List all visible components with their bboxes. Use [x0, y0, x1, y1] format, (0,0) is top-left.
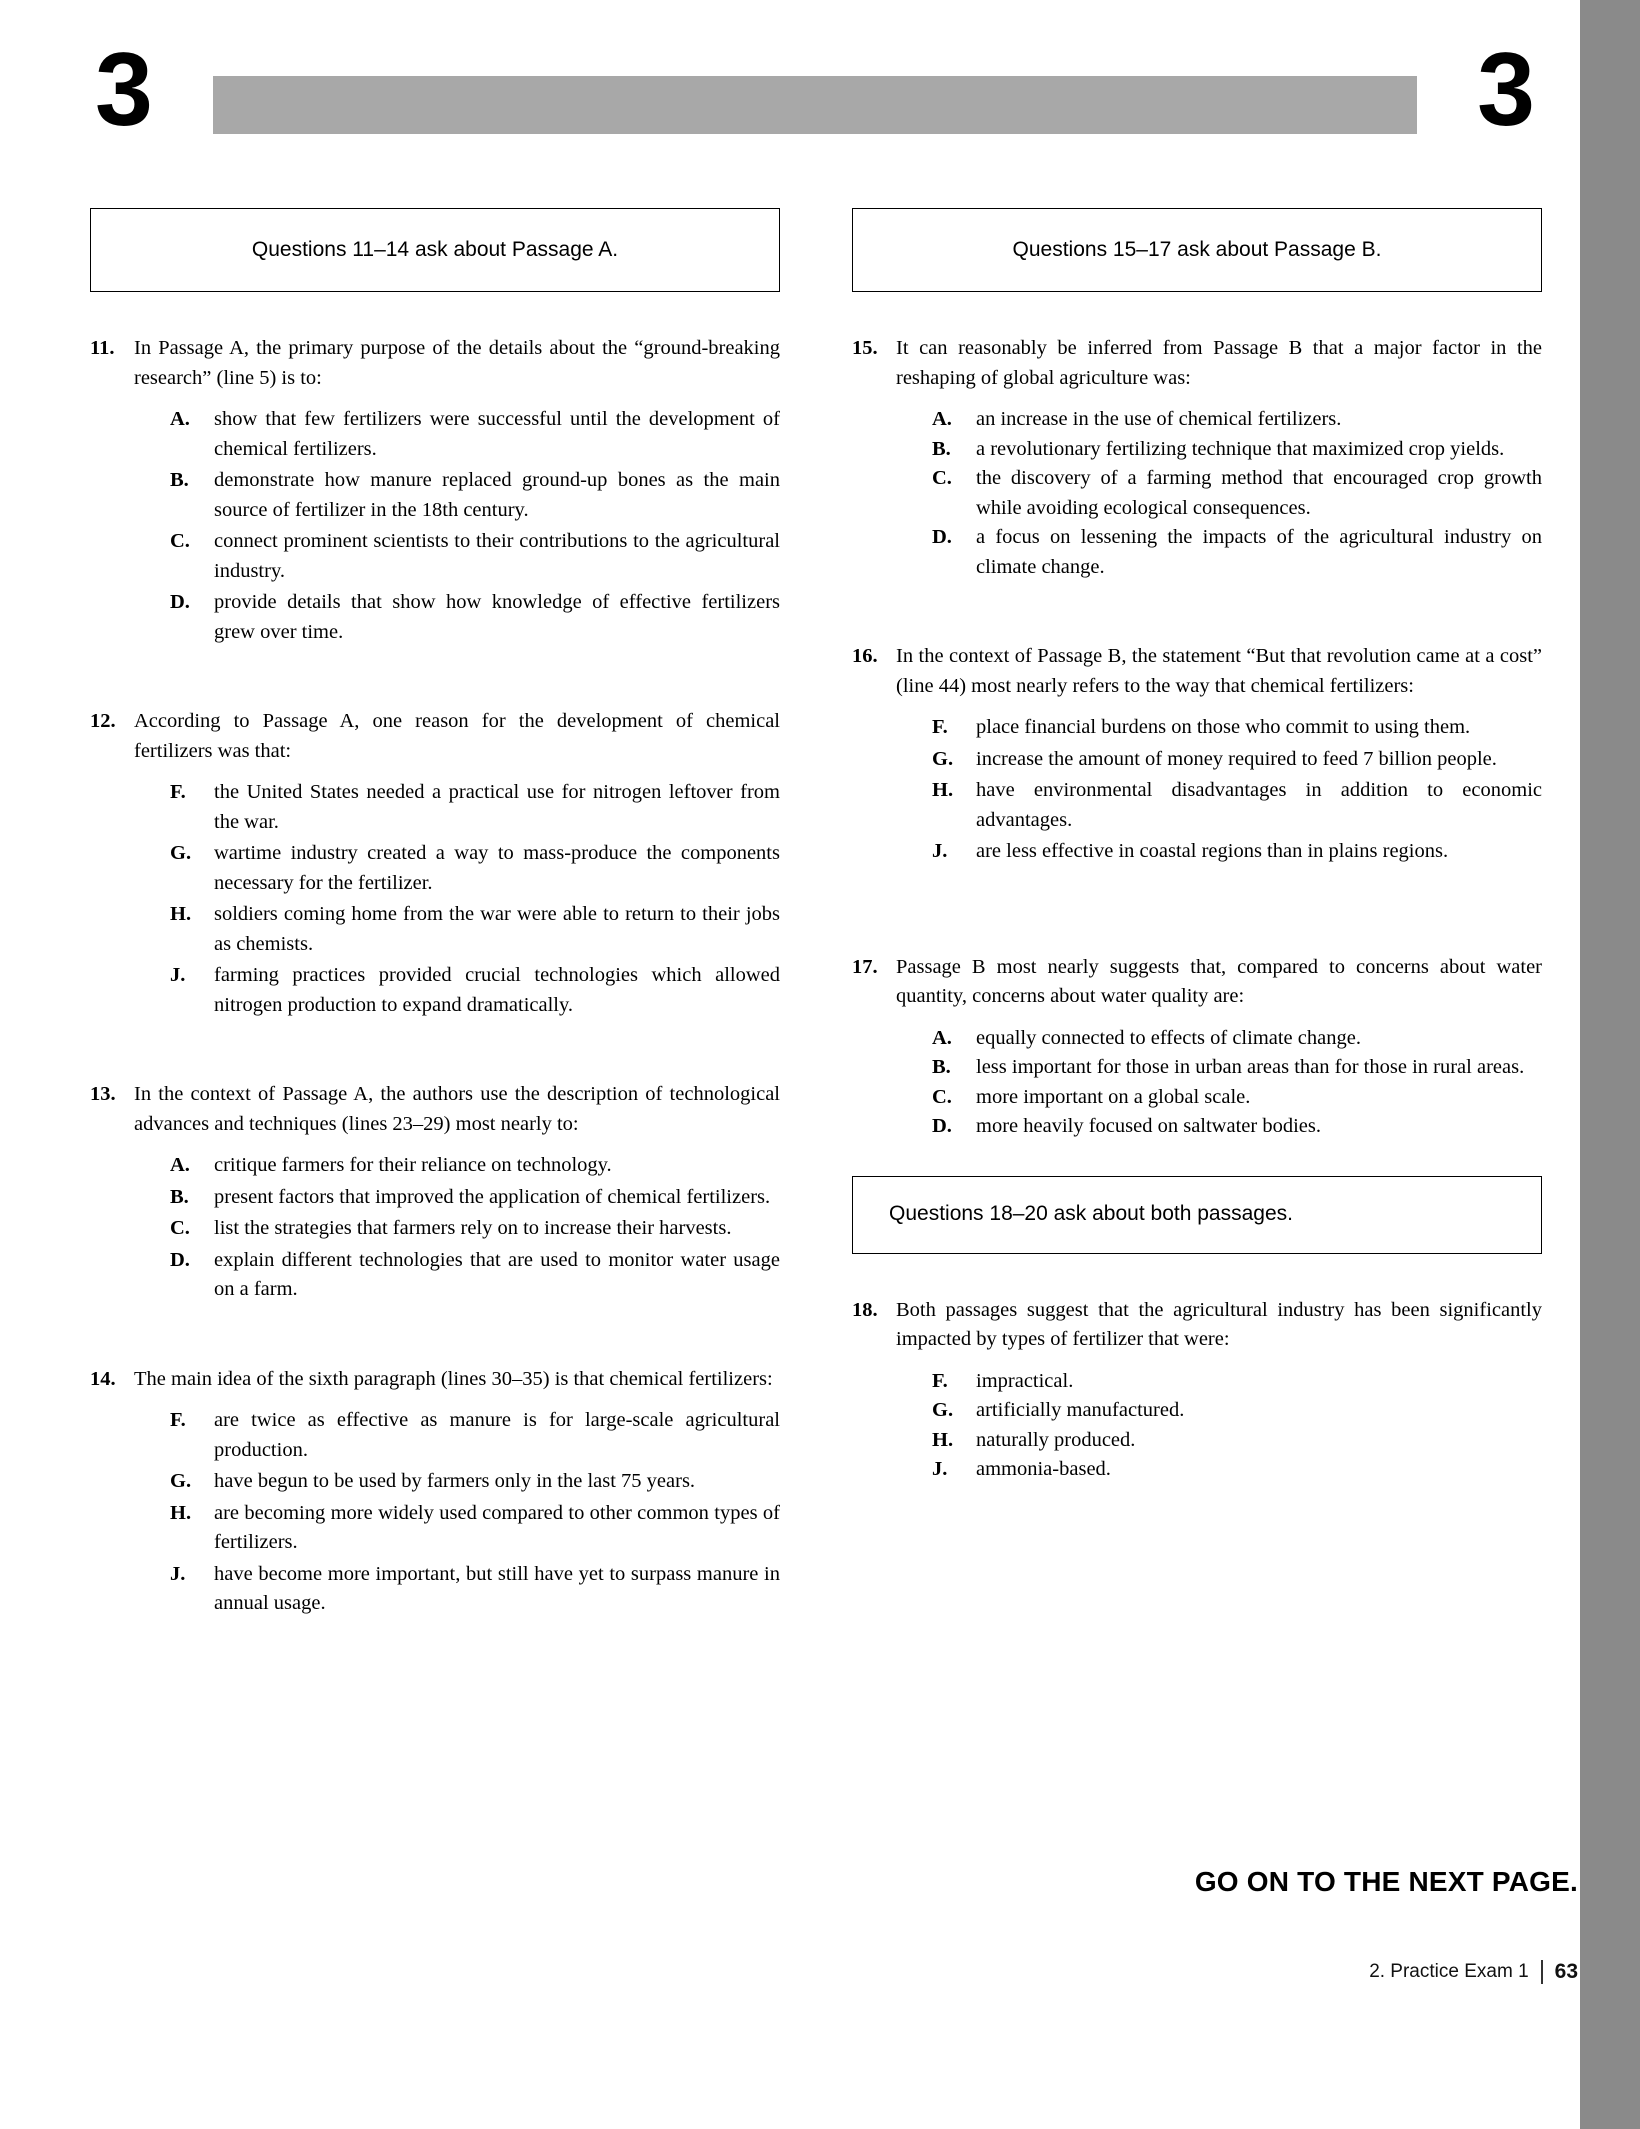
choice-b[interactable]	[932, 435, 1542, 465]
choice-letter: B.	[170, 469, 189, 491]
choice-text: a revolutionary fertilizing technique that maximized crop yields.	[976, 437, 1505, 460]
spacer	[852, 927, 1542, 953]
question-stem: In the context of Passage B, the statement “But that revolution came at a cost” (line 44) most nearly refers to the way that chemical fertilizers:	[896, 645, 1542, 697]
answer-choices	[932, 713, 1542, 867]
question-number: 17.	[852, 955, 878, 978]
choice-letter: C.	[170, 530, 190, 552]
choice-f[interactable]	[932, 713, 1542, 743]
choice-letter: B.	[932, 437, 951, 460]
question-number: 16.	[852, 645, 878, 667]
choice-h[interactable]	[170, 900, 780, 959]
question-14	[90, 1365, 780, 1619]
choice-letter: F.	[932, 1369, 948, 1392]
choice-text: soldiers coming home from the war were able to return to their jobs as chemists.	[214, 903, 780, 955]
section-number-right: 3	[1477, 32, 1535, 148]
directions-passage-a: Questions 11–14 ask about Passage A.	[90, 208, 780, 292]
choice-c[interactable]	[170, 1214, 780, 1244]
choice-text: wartime industry created a way to mass-produce the components necessary for the fertilizer.	[214, 842, 780, 894]
choice-text: increase the amount of money required to feed 7 billion people.	[976, 747, 1497, 770]
choice-h[interactable]	[170, 1499, 780, 1558]
choice-letter: H.	[932, 1428, 954, 1451]
choice-letter: A.	[932, 408, 952, 430]
choice-b[interactable]	[170, 1183, 780, 1213]
choice-b[interactable]	[170, 466, 780, 525]
choice-text: critique farmers for their reliance on technology.	[214, 1154, 612, 1176]
question-number: 14.	[90, 1367, 116, 1390]
choice-text: are becoming more widely used compared to other common types of fertilizers.	[214, 1501, 780, 1553]
choice-letter: B.	[170, 1185, 189, 1208]
choice-text: provide details that show how knowledge of effective fertilizers grew over time.	[214, 591, 780, 643]
choice-d[interactable]	[170, 588, 780, 647]
choice-d[interactable]	[932, 523, 1542, 582]
choice-text: place financial burdens on those who commit to using them.	[976, 716, 1471, 738]
choice-text: less important for those in urban areas than for those in rural areas.	[976, 1056, 1525, 1078]
choice-letter: D.	[932, 526, 952, 548]
question-11	[90, 334, 780, 647]
choice-text: naturally produced.	[976, 1428, 1136, 1451]
question-number: 15.	[852, 337, 878, 359]
choice-text: the United States needed a practical use for nitrogen leftover from the war.	[214, 781, 780, 833]
choice-a[interactable]	[932, 405, 1542, 435]
choice-text: explain different technologies that are used to monitor water usage on a farm.	[214, 1248, 780, 1300]
choice-j[interactable]	[170, 1560, 780, 1619]
question-stem: In the context of Passage A, the authors use the description of technological advances and techniques (lines 23–29) most nearly to:	[134, 1083, 780, 1135]
question-15	[852, 334, 1542, 582]
go-on-notice: GO ON TO THE NEXT PAGE.	[1194, 1866, 1578, 1897]
question-13	[90, 1080, 780, 1305]
answer-choices	[170, 778, 780, 1020]
choice-g[interactable]	[170, 1467, 780, 1497]
page-edge-bar	[1580, 0, 1640, 2129]
choice-h[interactable]	[932, 776, 1542, 835]
choice-text: more heavily focused on saltwater bodies.	[976, 1115, 1321, 1137]
answer-choices	[170, 405, 780, 647]
choice-d[interactable]	[170, 1246, 780, 1305]
choice-text: list the strategies that farmers rely on to increase their harvests.	[214, 1217, 732, 1239]
page-footer	[1369, 1960, 1578, 1984]
choice-j[interactable]	[170, 961, 780, 1020]
choice-letter: G.	[932, 747, 954, 770]
choice-text: impractical.	[976, 1369, 1074, 1392]
page-header	[95, 32, 1535, 152]
choice-text: equally connected to effects of climate change.	[976, 1026, 1361, 1049]
choice-letter: J.	[932, 840, 948, 862]
choice-h[interactable]	[932, 1426, 1542, 1456]
question-stem: Both passages suggest that the agricultural industry has been significantly impacted by types of fertilizer that were:	[896, 1298, 1542, 1350]
choice-text: farming practices provided crucial technologies which allowed nitrogen production to expand dramatically.	[214, 964, 780, 1016]
footer-source: 2. Practice Exam 1	[1369, 1961, 1529, 1982]
choice-f[interactable]	[932, 1367, 1542, 1397]
choice-letter: F.	[170, 781, 186, 803]
choice-letter: G.	[170, 842, 192, 864]
choice-text: present factors that improved the application of chemical fertilizers.	[214, 1185, 771, 1208]
answer-choices	[932, 1024, 1542, 1142]
choice-letter: C.	[932, 1085, 952, 1108]
choice-letter: A.	[170, 1154, 190, 1176]
choice-text: more important on a global scale.	[976, 1085, 1251, 1108]
question-17	[852, 953, 1542, 1142]
choice-text: have begun to be used by farmers only in the last 75 years.	[214, 1470, 696, 1492]
right-column	[852, 208, 1542, 1519]
spacer	[90, 1054, 780, 1080]
choice-j[interactable]	[932, 837, 1542, 867]
question-number: 18.	[852, 1298, 878, 1321]
choice-f[interactable]	[170, 778, 780, 837]
choice-text: are twice as effective as manure is for large-scale agricultural production.	[214, 1409, 780, 1461]
choice-text: have become more important, but still have yet to surpass manure in annual usage.	[214, 1562, 780, 1614]
choice-text: are less effective in coastal regions than in plains regions.	[976, 840, 1449, 862]
choice-letter: A.	[932, 1026, 952, 1049]
question-stem: The main idea of the sixth paragraph (lines 30–35) is that chemical fertilizers:	[134, 1367, 773, 1390]
choice-letter: C.	[932, 467, 952, 489]
choice-c[interactable]	[932, 1083, 1542, 1113]
question-stem: In Passage A, the primary purpose of the details about the “ground-breaking research” (line 5) is to:	[134, 337, 780, 389]
page-number: 63	[1554, 1960, 1578, 1983]
header-rule-bar	[213, 76, 1417, 134]
choice-d[interactable]	[932, 1112, 1542, 1142]
choice-f[interactable]	[170, 1406, 780, 1465]
choice-a[interactable]	[170, 405, 780, 464]
choice-letter: A.	[170, 408, 190, 430]
choice-text: artificially manufactured.	[976, 1399, 1185, 1421]
section-number-left: 3	[95, 32, 153, 148]
choice-a[interactable]	[932, 1024, 1542, 1054]
question-number: 12.	[90, 710, 116, 732]
spacer	[90, 1339, 780, 1365]
choice-letter: F.	[932, 716, 948, 738]
choice-letter: H.	[170, 1501, 192, 1524]
choice-g[interactable]	[932, 1396, 1542, 1426]
choice-c[interactable]	[170, 527, 780, 586]
choice-letter: G.	[932, 1399, 954, 1421]
choice-letter: B.	[932, 1056, 951, 1078]
choice-b[interactable]	[932, 1053, 1542, 1083]
answer-choices	[170, 1406, 780, 1619]
question-number: 11.	[90, 337, 115, 359]
question-stem: It can reasonably be inferred from Passage B that a major factor in the reshaping of global agriculture was:	[896, 337, 1542, 389]
footer-divider	[1541, 1960, 1543, 1984]
answer-choices	[932, 405, 1542, 582]
directions-both-passages: Questions 18–20 ask about both passages.	[852, 1176, 1542, 1254]
choice-text: an increase in the use of chemical fertilizers.	[976, 408, 1342, 430]
choice-g[interactable]	[932, 745, 1542, 775]
choice-letter: J.	[932, 1458, 948, 1480]
spacer	[852, 616, 1542, 642]
choice-letter: F.	[170, 1409, 186, 1431]
choice-letter: J.	[170, 1562, 186, 1585]
answer-choices	[170, 1151, 780, 1305]
choice-letter: D.	[932, 1115, 952, 1137]
question-number: 13.	[90, 1083, 116, 1105]
choice-g[interactable]	[170, 839, 780, 898]
choice-letter: D.	[170, 591, 190, 613]
choice-text: a focus on lessening the impacts of the agricultural industry on climate change.	[976, 526, 1542, 578]
choice-letter: H.	[170, 903, 192, 925]
choice-text: have environmental disadvantages in addition to economic advantages.	[976, 779, 1542, 831]
question-stem: Passage B most nearly suggests that, compared to concerns about water quantity, concerns about water quality are:	[896, 955, 1542, 1007]
choice-letter: D.	[170, 1248, 190, 1271]
choice-letter: C.	[170, 1217, 190, 1239]
choice-text: show that few fertilizers were successful until the development of chemical fertilizers.	[214, 408, 780, 460]
answer-choices	[932, 1367, 1542, 1485]
choice-j[interactable]	[932, 1455, 1542, 1485]
choice-text: connect prominent scientists to their contributions to the agricultural industry.	[214, 530, 780, 582]
question-12	[90, 707, 780, 1020]
left-column	[90, 208, 780, 1653]
choice-text: the discovery of a farming method that encouraged crop growth while avoiding ecological consequences.	[976, 467, 1542, 519]
choice-text: demonstrate how manure replaced ground-up bones as the main source of fertilizer in the 18th century.	[214, 469, 780, 521]
choice-letter: H.	[932, 779, 954, 801]
question-stem: According to Passage A, one reason for the development of chemical fertilizers was that:	[134, 710, 780, 762]
choice-letter: J.	[170, 964, 186, 986]
directions-passage-b: Questions 15–17 ask about Passage B.	[852, 208, 1542, 292]
choice-c[interactable]	[932, 464, 1542, 523]
choice-text: ammonia-based.	[976, 1458, 1111, 1480]
question-16	[852, 642, 1542, 867]
spacer	[852, 901, 1542, 927]
choice-a[interactable]	[170, 1151, 780, 1181]
spacer	[90, 681, 780, 707]
choice-letter: G.	[170, 1470, 192, 1492]
question-18	[852, 1296, 1542, 1485]
